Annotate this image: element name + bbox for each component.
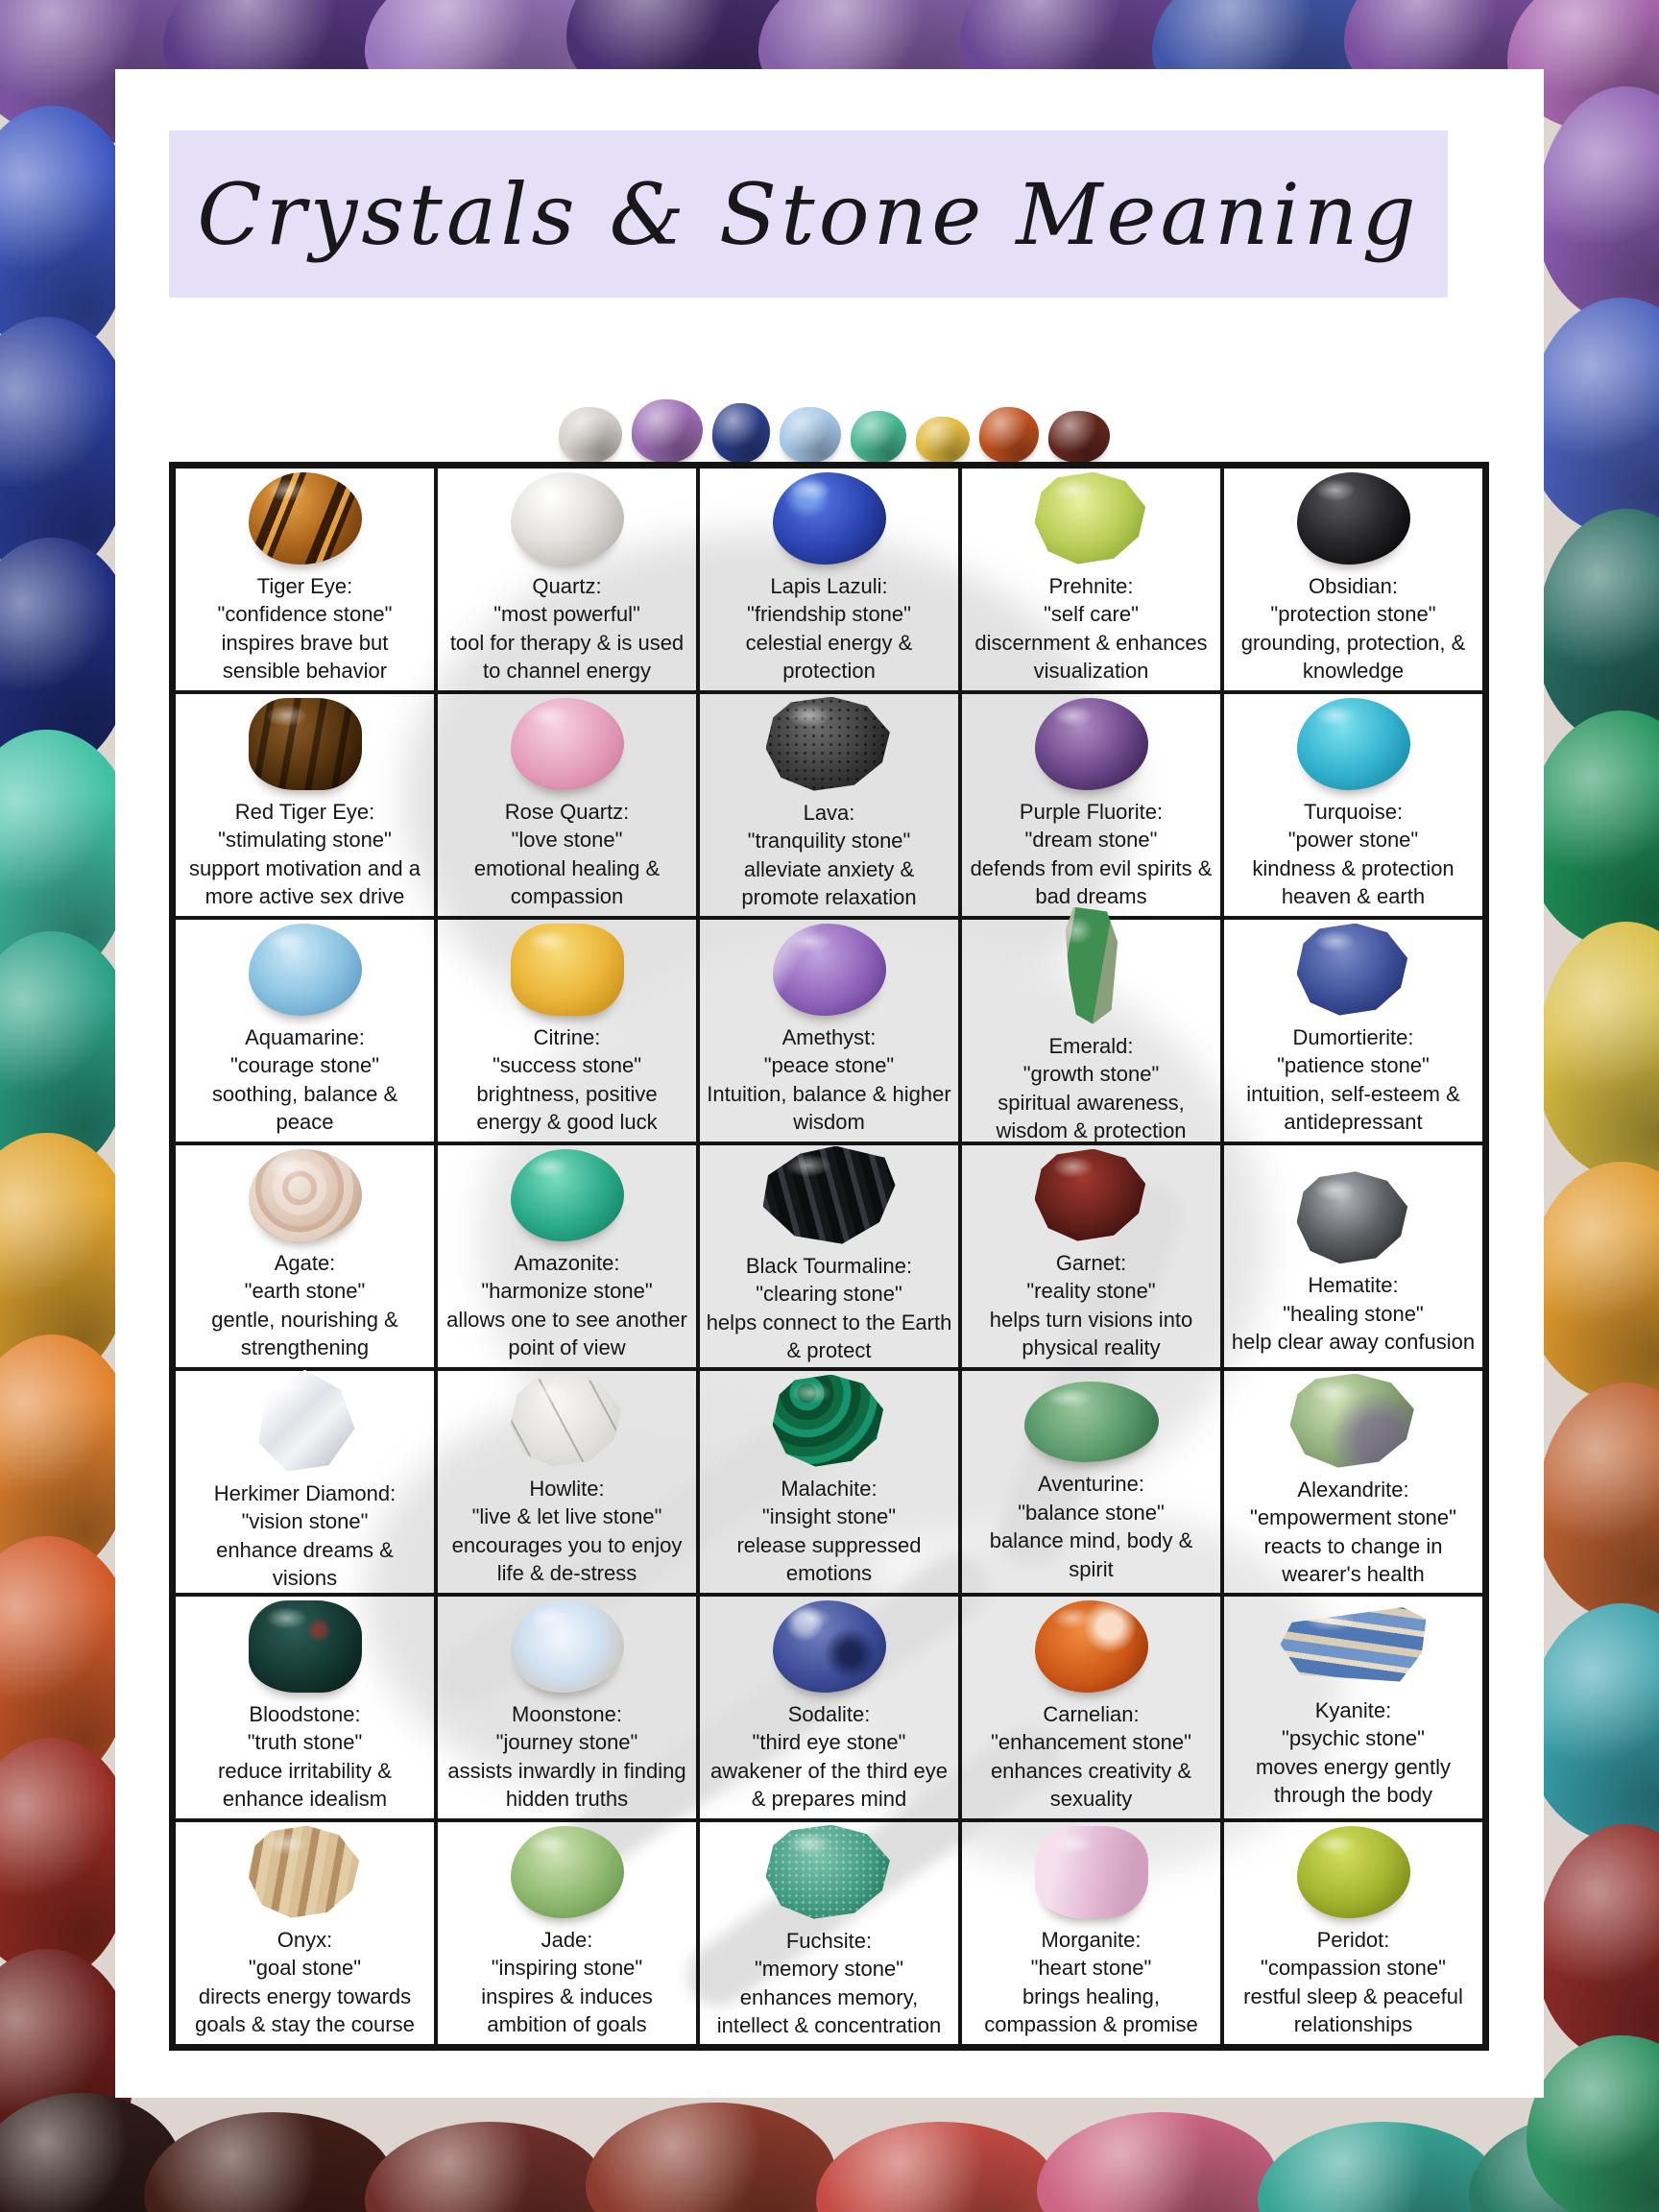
purple-stone-icon — [632, 399, 703, 463]
stone-quote: "harmonize stone" — [481, 1279, 653, 1304]
stone-desc: alleviate anxiety & promote relaxation — [741, 856, 917, 909]
stone-name: Tiger Eye: — [256, 573, 353, 598]
stone-name: Moonstone: — [512, 1701, 622, 1726]
stone-cell-citrine — [436, 918, 698, 1143]
stone-quote: "love stone" — [511, 828, 623, 853]
fuchsite-photo — [766, 1825, 893, 1919]
stone-quote: "live & let live stone" — [471, 1504, 662, 1529]
stone-quote: "courage stone" — [229, 1053, 380, 1078]
poster-title: Crystals & Stone Meaning — [197, 164, 1420, 264]
stone-desc: restful sleep & peaceful relationships — [1243, 1984, 1463, 2036]
stone-desc: enhances creativity & sexuality — [990, 1758, 1192, 1811]
lava-photo — [766, 697, 893, 791]
stone-cell-kyanite — [1222, 1595, 1484, 1820]
maroon-stone-icon — [1048, 411, 1110, 463]
stone-desc: release suppressed emotions — [736, 1532, 922, 1585]
stone-quote: "memory stone" — [755, 1957, 903, 1982]
stone-desc: grounding, protection, & knowledge — [1240, 630, 1466, 683]
stone-quote: "vision stone" — [241, 1509, 369, 1534]
stone-name: Sodalite: — [787, 1701, 871, 1726]
stone-quote: "enhancement stone" — [991, 1730, 1191, 1755]
stone-desc: inspires brave but sensible behavior — [221, 630, 389, 683]
stone-cell-alexandrite — [1222, 1369, 1484, 1595]
bloodstone-photo — [249, 1600, 362, 1693]
stone-cell-red-tiger-eye — [174, 692, 436, 918]
stone-name: Lapis Lazuli: — [770, 573, 888, 598]
stone-name: Rose Quartz: — [504, 799, 630, 824]
stone-quote: "inspiring stone" — [491, 1956, 643, 1981]
stone-name: Fuchsite: — [785, 1928, 873, 1953]
stone-cell-dumortierite — [1222, 918, 1484, 1143]
stone-quote: "self care" — [1044, 602, 1139, 627]
stone-quote: "friendship stone" — [747, 602, 911, 627]
stone-desc: awakener of the third eye & prepares mind — [709, 1758, 949, 1811]
stone-desc: helps turn visions into physical reality — [989, 1307, 1193, 1359]
navy-stone-icon — [712, 403, 770, 463]
stone-desc: kindness & protection heaven & earth — [1252, 855, 1455, 908]
hematite-photo — [1297, 1171, 1410, 1263]
jade-photo — [511, 1826, 624, 1918]
tiger-eye-photo — [249, 472, 362, 565]
small-stones-strip — [559, 371, 1110, 463]
malachite-photo — [773, 1375, 886, 1467]
stone-cell-morganite — [960, 1820, 1222, 2046]
stone-name: Obsidian: — [1309, 573, 1398, 598]
meanings-table — [169, 462, 1489, 2051]
stone-desc: defends from evil spirits & bad dreams — [970, 855, 1213, 908]
stone-cell-carnelian — [960, 1595, 1222, 1820]
stone-desc: balance mind, body & spirit — [989, 1528, 1193, 1581]
stone-quote: "earth stone" — [244, 1279, 366, 1304]
citrine-photo — [511, 924, 624, 1016]
stone-name: Emerald: — [1048, 1033, 1134, 1058]
stone-quote: "power stone" — [1287, 828, 1419, 853]
stone-name: Hematite: — [1308, 1273, 1399, 1298]
morganite-photo — [1035, 1826, 1148, 1918]
stone-desc: gentle, nourishing & strengthening — [211, 1307, 398, 1359]
lapis-lazuli-photo — [773, 472, 886, 565]
moonstone-photo — [511, 1600, 624, 1693]
stone-name: Howlite: — [529, 1476, 605, 1501]
herkimer-diamond-photo — [255, 1370, 355, 1472]
stone-name: Aventurine: — [1038, 1472, 1144, 1497]
stone-desc: inspires & induces ambition of goals — [481, 1984, 653, 2036]
amazonite-photo — [511, 1149, 624, 1241]
stone-quote: "protection stone" — [1270, 602, 1436, 627]
howlite-photo — [511, 1375, 624, 1467]
stone-desc: soothing, balance & peace — [211, 1081, 398, 1134]
stone-name: Prehnite: — [1048, 573, 1134, 598]
stone-desc: tool for therapy & is used to channel energy — [449, 630, 685, 683]
stone-cell-prehnite — [960, 467, 1222, 692]
sodalite-photo — [773, 1600, 886, 1693]
stone-desc: intuition, self-esteem & antidepressant — [1246, 1081, 1460, 1134]
stone-desc: helps connect to the Earth & protect — [706, 1310, 952, 1362]
aquamarine-photo — [249, 924, 362, 1016]
stone-quote: "patience stone" — [1277, 1053, 1430, 1078]
stone-cell-bloodstone — [174, 1595, 436, 1820]
stone-cell-tiger-eye — [174, 467, 436, 692]
stone-name: Herkimer Diamond: — [213, 1480, 397, 1505]
stone-name: Black Tourmaline: — [745, 1253, 913, 1278]
stone-desc: help clear away confusion — [1231, 1330, 1476, 1355]
aventurine-photo — [1024, 1382, 1159, 1462]
stone-cell-aventurine — [960, 1369, 1222, 1595]
stone-cell-turquoise — [1222, 692, 1484, 918]
title-banner — [169, 131, 1448, 298]
obsidian-photo — [1297, 472, 1410, 565]
stone-cell-emerald — [960, 918, 1222, 1143]
stone-cell-sodalite — [698, 1595, 960, 1820]
stone-cell-purple-fluorite — [960, 692, 1222, 918]
stone-cell-herkimer-diamond — [174, 1369, 436, 1595]
stone-desc: brightness, positive energy & good luck — [476, 1081, 658, 1134]
prehnite-photo — [1035, 472, 1148, 565]
stone-quote: "heart stone" — [1030, 1956, 1152, 1981]
stone-quote: "success stone" — [492, 1053, 642, 1078]
stone-desc: enhance dreams & visions — [216, 1537, 394, 1590]
stone-cell-onyx — [174, 1820, 436, 2046]
stone-name: Alexandrite: — [1297, 1477, 1409, 1502]
stone-desc: moves energy gently through the body — [1256, 1754, 1451, 1807]
red-tiger-eye-photo — [249, 698, 362, 790]
stone-name: Amazonite: — [514, 1250, 620, 1275]
stone-cell-rose-quartz — [436, 692, 698, 918]
stone-name: Carnelian: — [1043, 1701, 1140, 1726]
green-stone-icon — [851, 411, 906, 463]
stone-quote: "psychic stone" — [1282, 1726, 1425, 1751]
stone-desc: reacts to change in wearer's health — [1263, 1533, 1443, 1586]
poster-card — [115, 69, 1544, 2098]
stone-desc: emotional healing & compassion — [473, 855, 661, 908]
stone-name: Turquoise: — [1303, 799, 1404, 824]
clear-stone-icon — [559, 407, 622, 463]
stone-quote: "third eye stone" — [752, 1730, 906, 1755]
stone-cell-agate — [174, 1143, 436, 1369]
orange-stone-icon — [979, 407, 1039, 463]
stone-quote: "most powerful" — [493, 602, 640, 627]
carnelian-photo — [1035, 1600, 1148, 1693]
garnet-photo — [1035, 1149, 1148, 1241]
stone-cell-howlite — [436, 1369, 698, 1595]
stone-name: Dumortierite: — [1292, 1024, 1414, 1049]
stone-cell-obsidian — [1222, 467, 1484, 692]
stone-quote: "empowerment stone" — [1250, 1505, 1456, 1530]
stone-quote: "reality stone" — [1026, 1279, 1156, 1304]
stone-name: Lava: — [803, 800, 855, 825]
stone-name: Onyx: — [276, 1927, 333, 1952]
stone-desc: discernment & enhances visualization — [974, 630, 1208, 683]
stone-name: Malachite: — [781, 1476, 878, 1501]
stone-desc: directs energy towards goals & stay the course — [195, 1984, 415, 2036]
stone-quote: "balance stone" — [1018, 1500, 1165, 1525]
stone-cell-aquamarine — [174, 918, 436, 1143]
stone-quote: "clearing stone" — [756, 1282, 902, 1307]
stone-desc: spiritual awareness, wisdom & protection — [996, 1090, 1187, 1142]
peridot-photo — [1297, 1826, 1410, 1918]
stone-desc: support motivation and a more active sex drive — [189, 855, 421, 908]
quartz-photo — [511, 472, 624, 565]
stone-quote: "compassion stone" — [1261, 1956, 1446, 1981]
stone-name: Citrine: — [533, 1024, 601, 1049]
stone-quote: "stimulating stone" — [218, 828, 392, 853]
stone-cell-hematite — [1222, 1143, 1484, 1369]
stone-name: Jade: — [541, 1927, 593, 1952]
stone-name: Quartz: — [532, 573, 602, 598]
stone-quote: "journey stone" — [495, 1730, 638, 1755]
stone-quote: "goal stone" — [248, 1956, 362, 1981]
stone-name: Agate: — [274, 1250, 336, 1275]
stone-cell-moonstone — [436, 1595, 698, 1820]
stone-name: Purple Fluorite: — [1019, 799, 1164, 824]
stone-desc: reduce irritability & enhance idealism — [218, 1758, 392, 1811]
purple-fluorite-photo — [1035, 698, 1148, 790]
stone-desc: Intuition, balance & higher wisdom — [707, 1081, 951, 1134]
amethyst-photo — [773, 924, 886, 1016]
stone-name: Garnet: — [1055, 1250, 1127, 1275]
stone-quote: "peace stone" — [763, 1053, 895, 1078]
stone-cell-quartz — [436, 467, 698, 692]
stone-name: Red Tiger Eye: — [234, 799, 375, 824]
stone-name: Bloodstone: — [249, 1701, 361, 1726]
kyanite-photo — [1281, 1604, 1427, 1689]
stone-cell-black-tourmaline — [698, 1143, 960, 1369]
black-tourmaline-photo — [763, 1146, 896, 1244]
stone-cell-garnet — [960, 1143, 1222, 1369]
stone-quote: "growth stone" — [1022, 1062, 1160, 1087]
stone-quote: "insight stone" — [761, 1504, 897, 1529]
onyx-photo — [249, 1826, 362, 1918]
stone-cell-amazonite — [436, 1143, 698, 1369]
dumortierite-photo — [1297, 924, 1410, 1016]
stone-name: Aquamarine: — [245, 1024, 365, 1049]
stone-desc: encourages you to enjoy life & de-stress — [451, 1532, 683, 1585]
stone-name: Morganite: — [1041, 1927, 1142, 1952]
stone-quote: "dream stone" — [1024, 828, 1158, 853]
stone-name: Peridot: — [1316, 1927, 1390, 1952]
alexandrite-photo — [1290, 1374, 1417, 1468]
stone-cell-lapis-lazuli — [698, 467, 960, 692]
stone-cell-peridot — [1222, 1820, 1484, 2046]
stone-quote: "confidence stone" — [217, 602, 393, 627]
stone-name: Kyanite: — [1314, 1697, 1392, 1722]
stone-cell-lava — [698, 692, 960, 918]
turquoise-photo — [1297, 698, 1410, 790]
stone-desc: enhances memory, intellect & concentration — [716, 1984, 942, 2037]
stone-cell-malachite — [698, 1369, 960, 1595]
stone-desc: celestial energy & protection — [745, 630, 913, 683]
stone-quote: "healing stone" — [1283, 1301, 1424, 1326]
stone-cell-amethyst — [698, 918, 960, 1143]
agate-photo — [249, 1149, 362, 1241]
rose-quartz-photo — [511, 698, 624, 790]
stone-desc: allows one to see another point of view — [446, 1307, 687, 1359]
emerald-photo — [1047, 907, 1136, 1024]
stone-cell-fuchsite — [698, 1820, 960, 2046]
stone-quote: "tranquility stone" — [747, 829, 911, 854]
yellow-stone-icon — [916, 417, 970, 463]
pale-blue-stone-icon — [780, 407, 841, 463]
stone-desc: assists inwardly in finding hidden truths — [447, 1758, 686, 1811]
stone-cell-jade — [436, 1820, 698, 2046]
stone-name: Amethyst: — [781, 1024, 877, 1049]
stone-desc: brings healing, compassion & promise — [984, 1984, 1198, 2036]
stone-quote: "truth stone" — [247, 1730, 363, 1755]
